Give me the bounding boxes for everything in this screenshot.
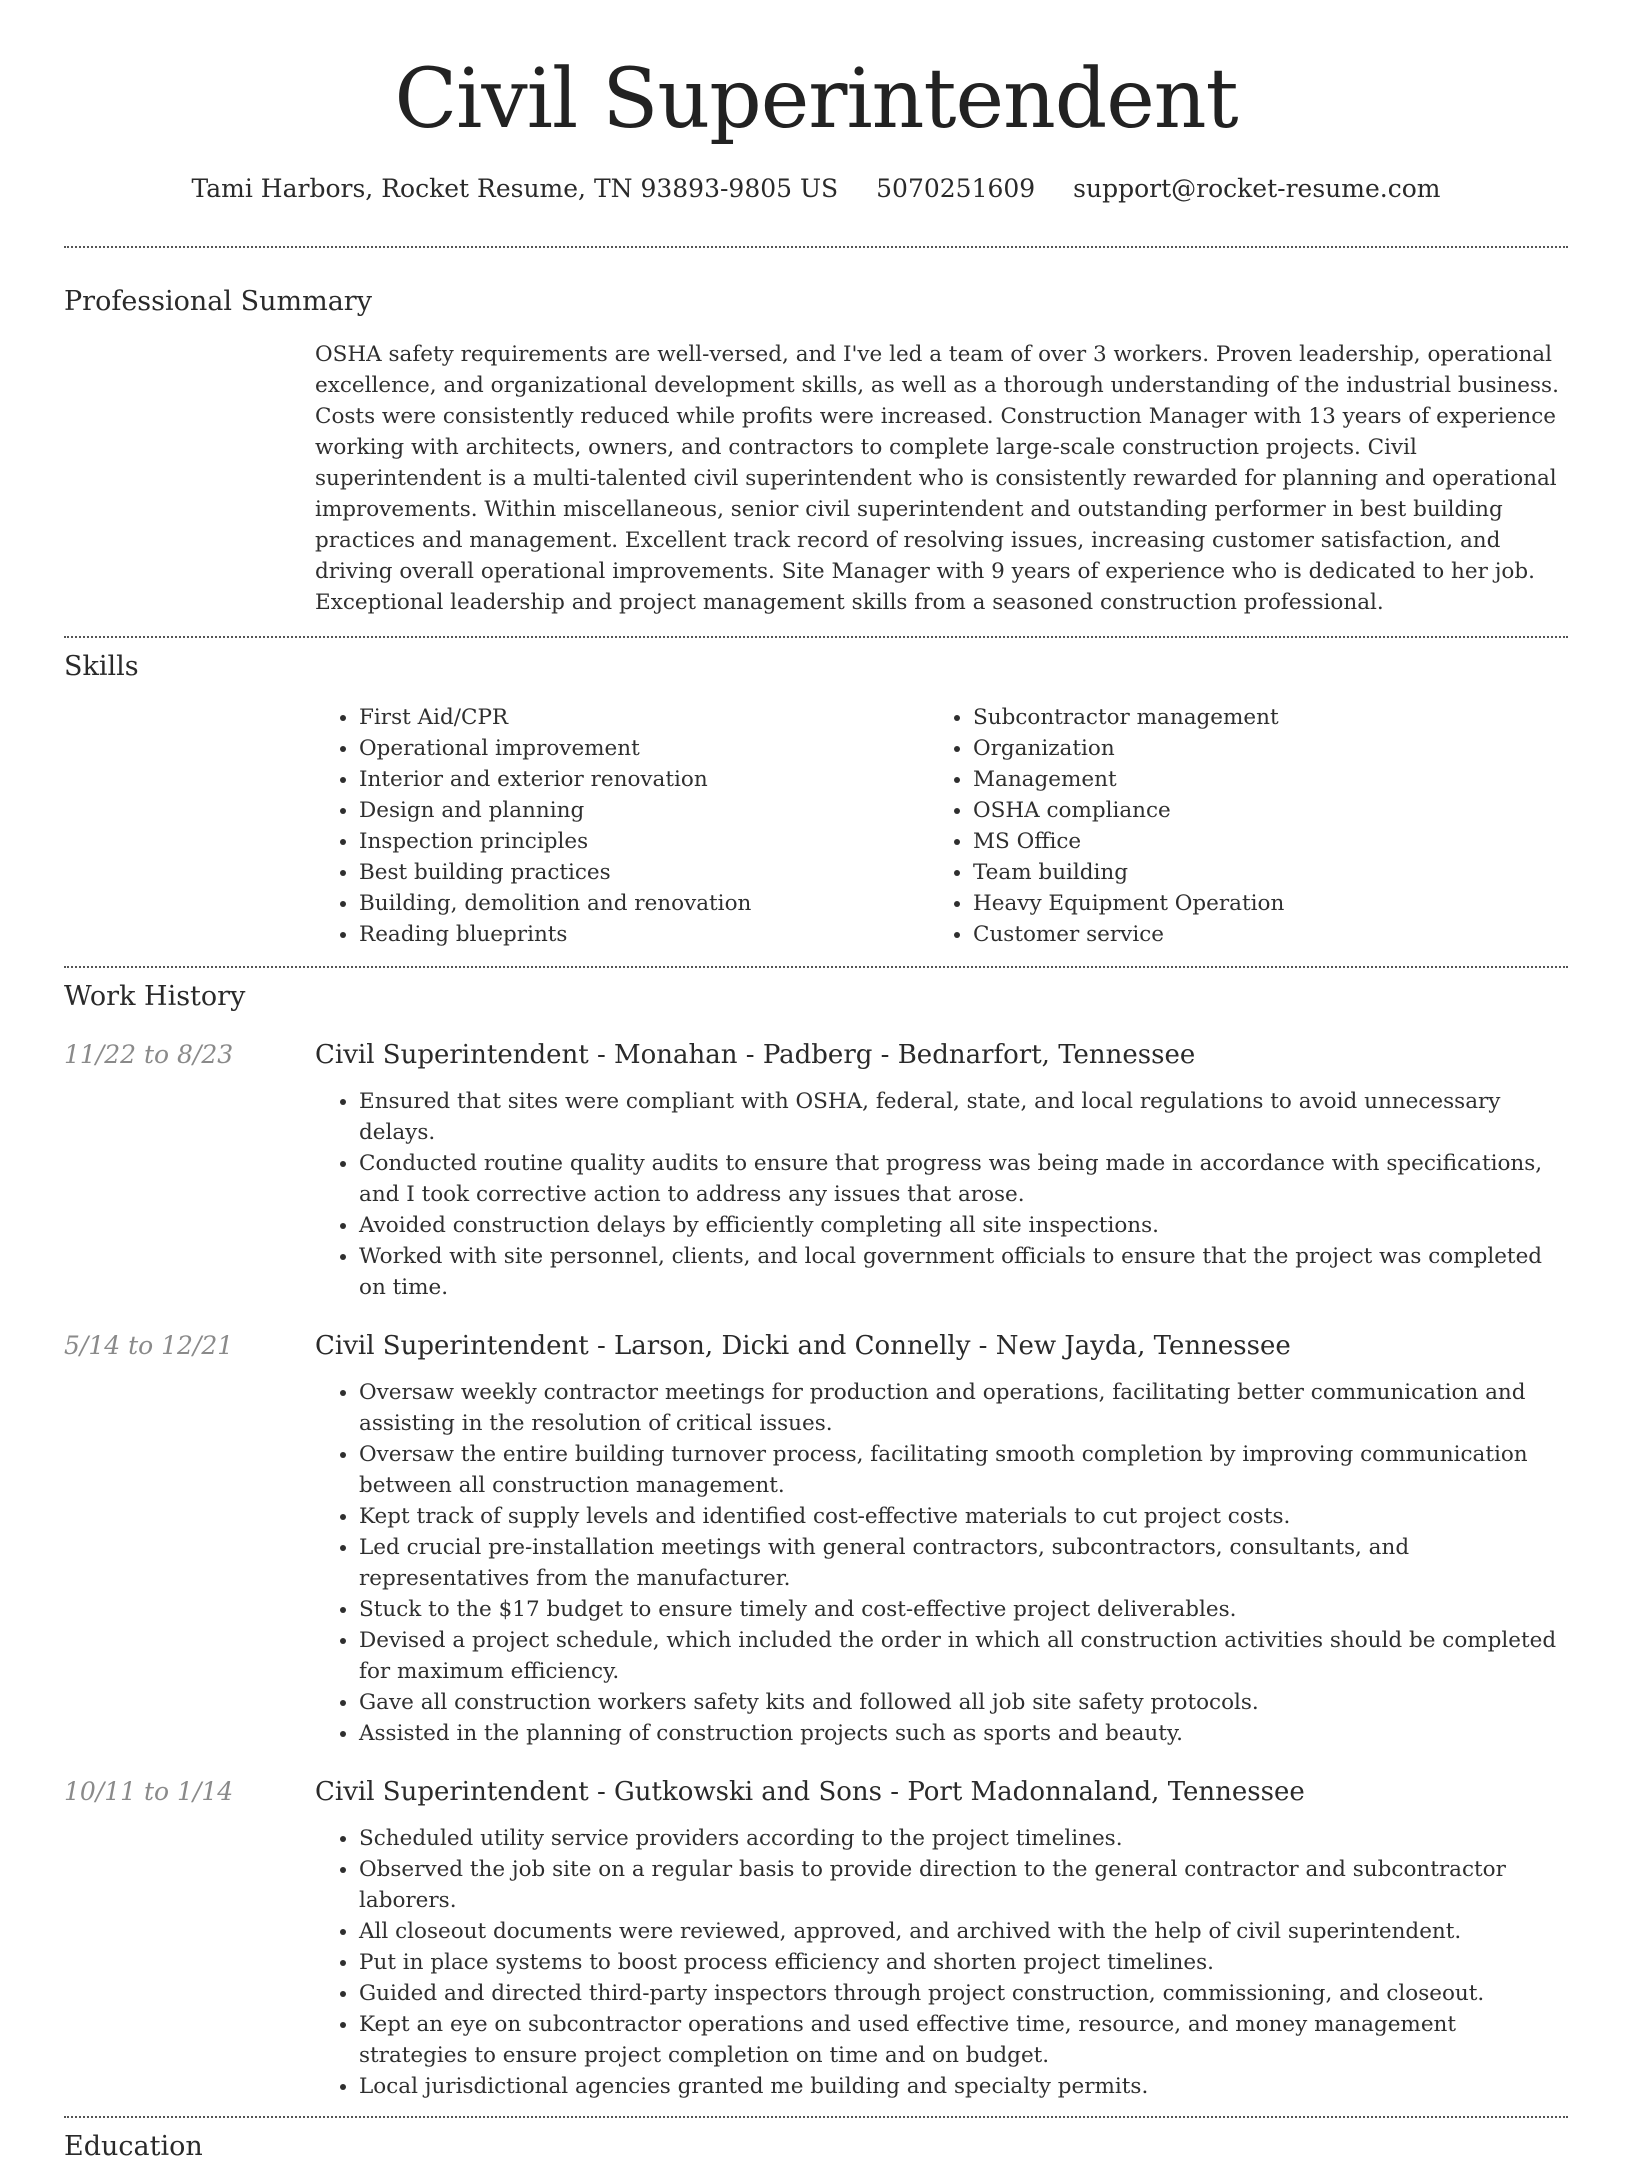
contact-email: support@rocket-resume.com xyxy=(1073,174,1441,203)
section-heading-summary: Professional Summary xyxy=(64,286,372,317)
job-dates: 5/14 to 12/21 xyxy=(64,1331,234,1360)
divider xyxy=(64,2116,1568,2118)
skills-grid xyxy=(315,702,1568,950)
skills-list-right xyxy=(929,702,1543,950)
job-bullet: • All closeout documents were reviewed, approved, and archived with the help of civil superintendent. xyxy=(359,1916,1568,1947)
job-bullets xyxy=(315,1377,1568,1749)
job-bullets xyxy=(315,1823,1568,2102)
job-dates: 11/22 to 8/23 xyxy=(64,1040,234,1069)
divider xyxy=(64,246,1568,248)
contact-address: Tami Harbors, Rocket Resume, TN 93893-9805 US xyxy=(191,174,839,203)
job-bullet: • Conducted routine quality audits to ensure that progress was being made in accordance with specifications, and I took corrective action to address any issues that arose. xyxy=(359,1148,1568,1210)
job-title: Civil Superintendent - Monahan - Padberg - Bednarfort, Tennessee xyxy=(315,1040,1196,1070)
skills-list-left xyxy=(315,702,929,950)
job-bullet: • Guided and directed third-party inspectors through project construction, commissioning, and closeout. xyxy=(359,1978,1568,2009)
job-entry xyxy=(64,1038,1568,1303)
job-bullet: • Gave all construction workers safety kits and followed all job site safety protocols. xyxy=(359,1687,1568,1718)
skill-item: • First Aid/CPR xyxy=(359,702,929,733)
divider xyxy=(64,636,1568,638)
section-heading-work: Work History xyxy=(64,981,246,1012)
skill-item: • Design and planning xyxy=(359,795,929,826)
skill-item: • Building, demolition and renovation xyxy=(359,888,929,919)
job-entry xyxy=(64,1329,1568,1749)
skill-item: • Heavy Equipment Operation xyxy=(973,888,1543,919)
job-bullets xyxy=(315,1086,1568,1303)
job-bullet: • Oversaw the entire building turnover process, facilitating smooth completion by improving communication between all construction management. xyxy=(359,1439,1568,1501)
job-bullet: • Stuck to the $17 budget to ensure timely and cost-effective project deliverables. xyxy=(359,1594,1568,1625)
resume-page xyxy=(64,0,1568,2164)
skill-item: • Inspection principles xyxy=(359,826,929,857)
job-bullet: • Led crucial pre-installation meetings with general contractors, subcontractors, consultants, and representatives from the manufacturer. xyxy=(359,1532,1568,1594)
job-bullet: • Scheduled utility service providers according to the project timelines. xyxy=(359,1823,1568,1854)
skill-item: • Operational improvement xyxy=(359,733,929,764)
skill-item: • Customer service xyxy=(973,919,1543,950)
skills-section xyxy=(64,650,1568,950)
work-section xyxy=(64,980,1568,2102)
job-entry xyxy=(64,1775,1568,2102)
skill-item: • MS Office xyxy=(973,826,1543,857)
section-heading-skills: Skills xyxy=(64,651,139,682)
job-bullet: • Local jurisdictional agencies granted me building and specialty permits. xyxy=(359,2071,1568,2102)
skill-item: • Reading blueprints xyxy=(359,919,929,950)
job-title: Civil Superintendent - Gutkowski and Sons - Port Madonnaland, Tennessee xyxy=(315,1777,1305,1807)
skill-item: • Interior and exterior renovation xyxy=(359,764,929,795)
job-bullet: • Devised a project schedule, which included the order in which all construction activities should be completed for maximum efficiency. xyxy=(359,1625,1568,1687)
job-bullet: • Oversaw weekly contractor meetings for production and operations, facilitating better communication and assisting in the resolution of critical issues. xyxy=(359,1377,1568,1439)
job-bullet: • Assisted in the planning of construction projects such as sports and beauty. xyxy=(359,1718,1568,1749)
resume-title: Civil Superintendent xyxy=(394,52,1238,147)
skill-item: • Best building practices xyxy=(359,857,929,888)
skill-item: • Organization xyxy=(973,733,1543,764)
education-section xyxy=(64,2130,1568,2164)
job-bullet: • Observed the job site on a regular basis to provide direction to the general contractor and subcontractor laborers. xyxy=(359,1854,1568,1916)
summary-text: OSHA safety requirements are well-versed, and I've led a team of over 3 workers. Proven leadership, operational excellence, and organizational development skills, as well as a thorough understanding of the industrial business. Costs were consistently reduced while profits were increased. Construction Manager with 13 years of experience working with architects, owners, and contractors to complete large-scale construction projects. Civil superintendent is a multi-talented civil superintendent who is consistently rewarded for planning and operational improvements. Within miscellaneous, senior civil superintendent and outstanding performer in best building practices and management. Excellent track record of resolving issues, increasing customer satisfaction, and driving overall operational improvements. Site Manager with 9 years of experience who is dedicated to her job. Exceptional leadership and project management skills from a seasoned construction professional. xyxy=(315,342,1559,615)
job-bullet: • Put in place systems to boost process efficiency and shorten project timelines. xyxy=(359,1947,1568,1978)
skill-item: • OSHA compliance xyxy=(973,795,1543,826)
contact-line xyxy=(64,172,1568,206)
skill-item: • Team building xyxy=(973,857,1543,888)
skill-item: • Subcontractor management xyxy=(973,702,1543,733)
job-bullet: • Worked with site personnel, clients, and local government officials to ensure that the project was completed on time. xyxy=(359,1241,1568,1303)
section-heading-education: Education xyxy=(64,2131,203,2162)
job-bullet: • Kept an eye on subcontractor operations and used effective time, resource, and money management strategies to ensure project completion on time and on budget. xyxy=(359,2009,1568,2071)
job-dates: 10/11 to 1/14 xyxy=(64,1777,234,1806)
job-title: Civil Superintendent - Larson, Dicki and Connelly - New Jayda, Tennessee xyxy=(315,1331,1291,1361)
divider xyxy=(64,966,1568,968)
skill-item: • Management xyxy=(973,764,1543,795)
job-bullet: • Kept track of supply levels and identified cost-effective materials to cut project costs. xyxy=(359,1501,1568,1532)
job-bullet: • Ensured that sites were compliant with OSHA, federal, state, and local regulations to avoid unnecessary delays. xyxy=(359,1086,1568,1148)
summary-section xyxy=(64,285,1568,618)
job-bullet: • Avoided construction delays by efficiently completing all site inspections. xyxy=(359,1210,1568,1241)
contact-phone: 5070251609 xyxy=(876,174,1036,203)
